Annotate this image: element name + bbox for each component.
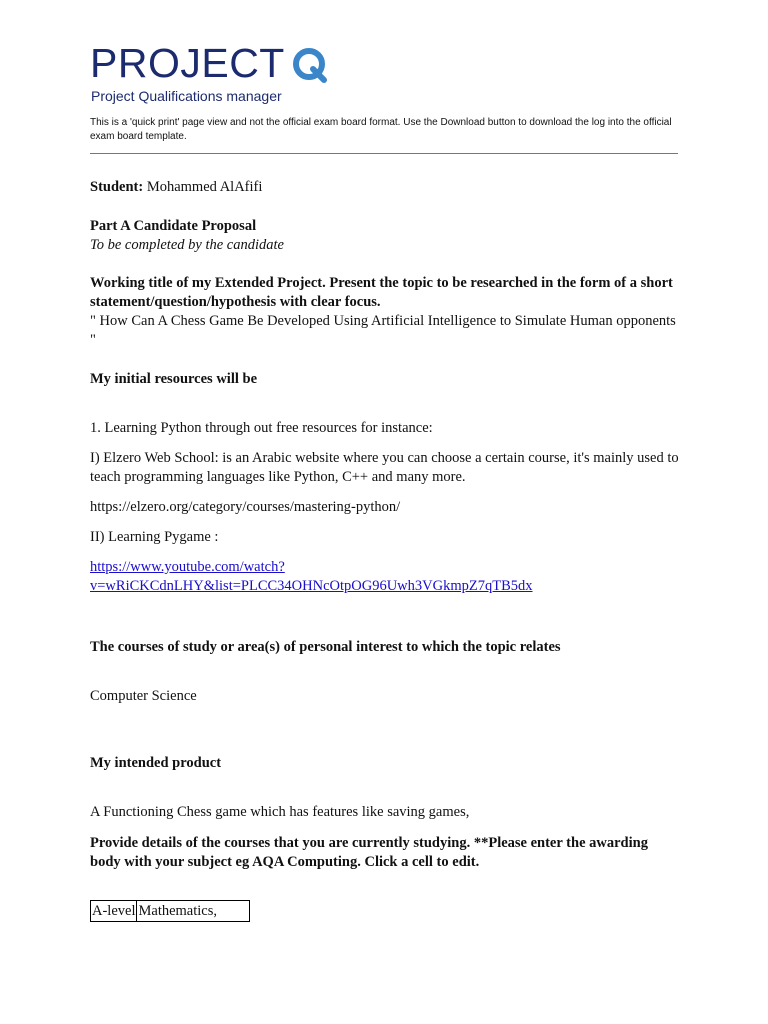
header-divider	[90, 153, 678, 154]
student-name: Mohammed AlAfifi	[146, 179, 263, 195]
resource-item-4: II) Learning Pygame :	[90, 529, 219, 545]
table-row	[91, 901, 250, 922]
course-subject-cell[interactable]: Mathematics,	[137, 901, 250, 922]
project-q-logo	[90, 40, 329, 104]
part-a-heading: Part A Candidate Proposal	[90, 218, 257, 234]
student-line	[90, 178, 680, 197]
working-title-value: " How Can A Chess Game Be Developed Using Artificial Intelligence to Simulate Human opponents "	[90, 313, 676, 348]
current-courses-table	[90, 900, 250, 922]
resource-item-1: 1. Learning Python through out free resources for instance:	[90, 420, 433, 436]
working-title-heading: Working title of my Extended Project. Present the topic to be researched in the form of a short statement/question/hypothesis with clear focus.	[90, 275, 673, 310]
courses-interest-value: Computer Science	[90, 688, 197, 704]
logo-q-icon	[291, 46, 329, 84]
resource-item-3: https://elzero.org/category/courses/mastering-python/	[90, 499, 401, 515]
part-a-note: To be completed by the candidate	[90, 237, 284, 253]
resource-item-2: I) Elzero Web School: is an Arabic website where you can choose a certain course, it's mainly used to teach programming languages like Python, C++ and many more.	[90, 450, 679, 485]
logo-subtitle: Project Qualifications manager	[91, 88, 282, 104]
product-heading: My intended product	[90, 755, 222, 771]
resources-heading: My initial resources will be	[90, 371, 258, 387]
pygame-link-block	[90, 558, 680, 596]
course-level-cell[interactable]: A-level	[91, 901, 137, 922]
product-value: A Functioning Chess game which has features like saving games,	[90, 804, 470, 820]
logo-wordmark: PROJECT	[90, 40, 285, 86]
quick-print-disclaimer: This is a 'quick print' page view and not the official exam board format. Use the Download button to download the log into the official exam board template.	[90, 117, 672, 142]
pygame-youtube-link[interactable]: https://www.youtube.com/watch? v=wRiCKCdnLHY&list=PLCC34OHNcOtpOG96Uwh3VGkmpZ7qTB5dx	[90, 559, 533, 594]
current-courses-heading: Provide details of the courses that you are currently studying. **Please enter the awarding body with your subject eg AQA Computing. Click a cell to edit.	[90, 835, 648, 870]
courses-interest-heading: The courses of study or area(s) of personal interest to which the topic relates	[90, 639, 561, 655]
student-label: Student:	[90, 179, 144, 195]
